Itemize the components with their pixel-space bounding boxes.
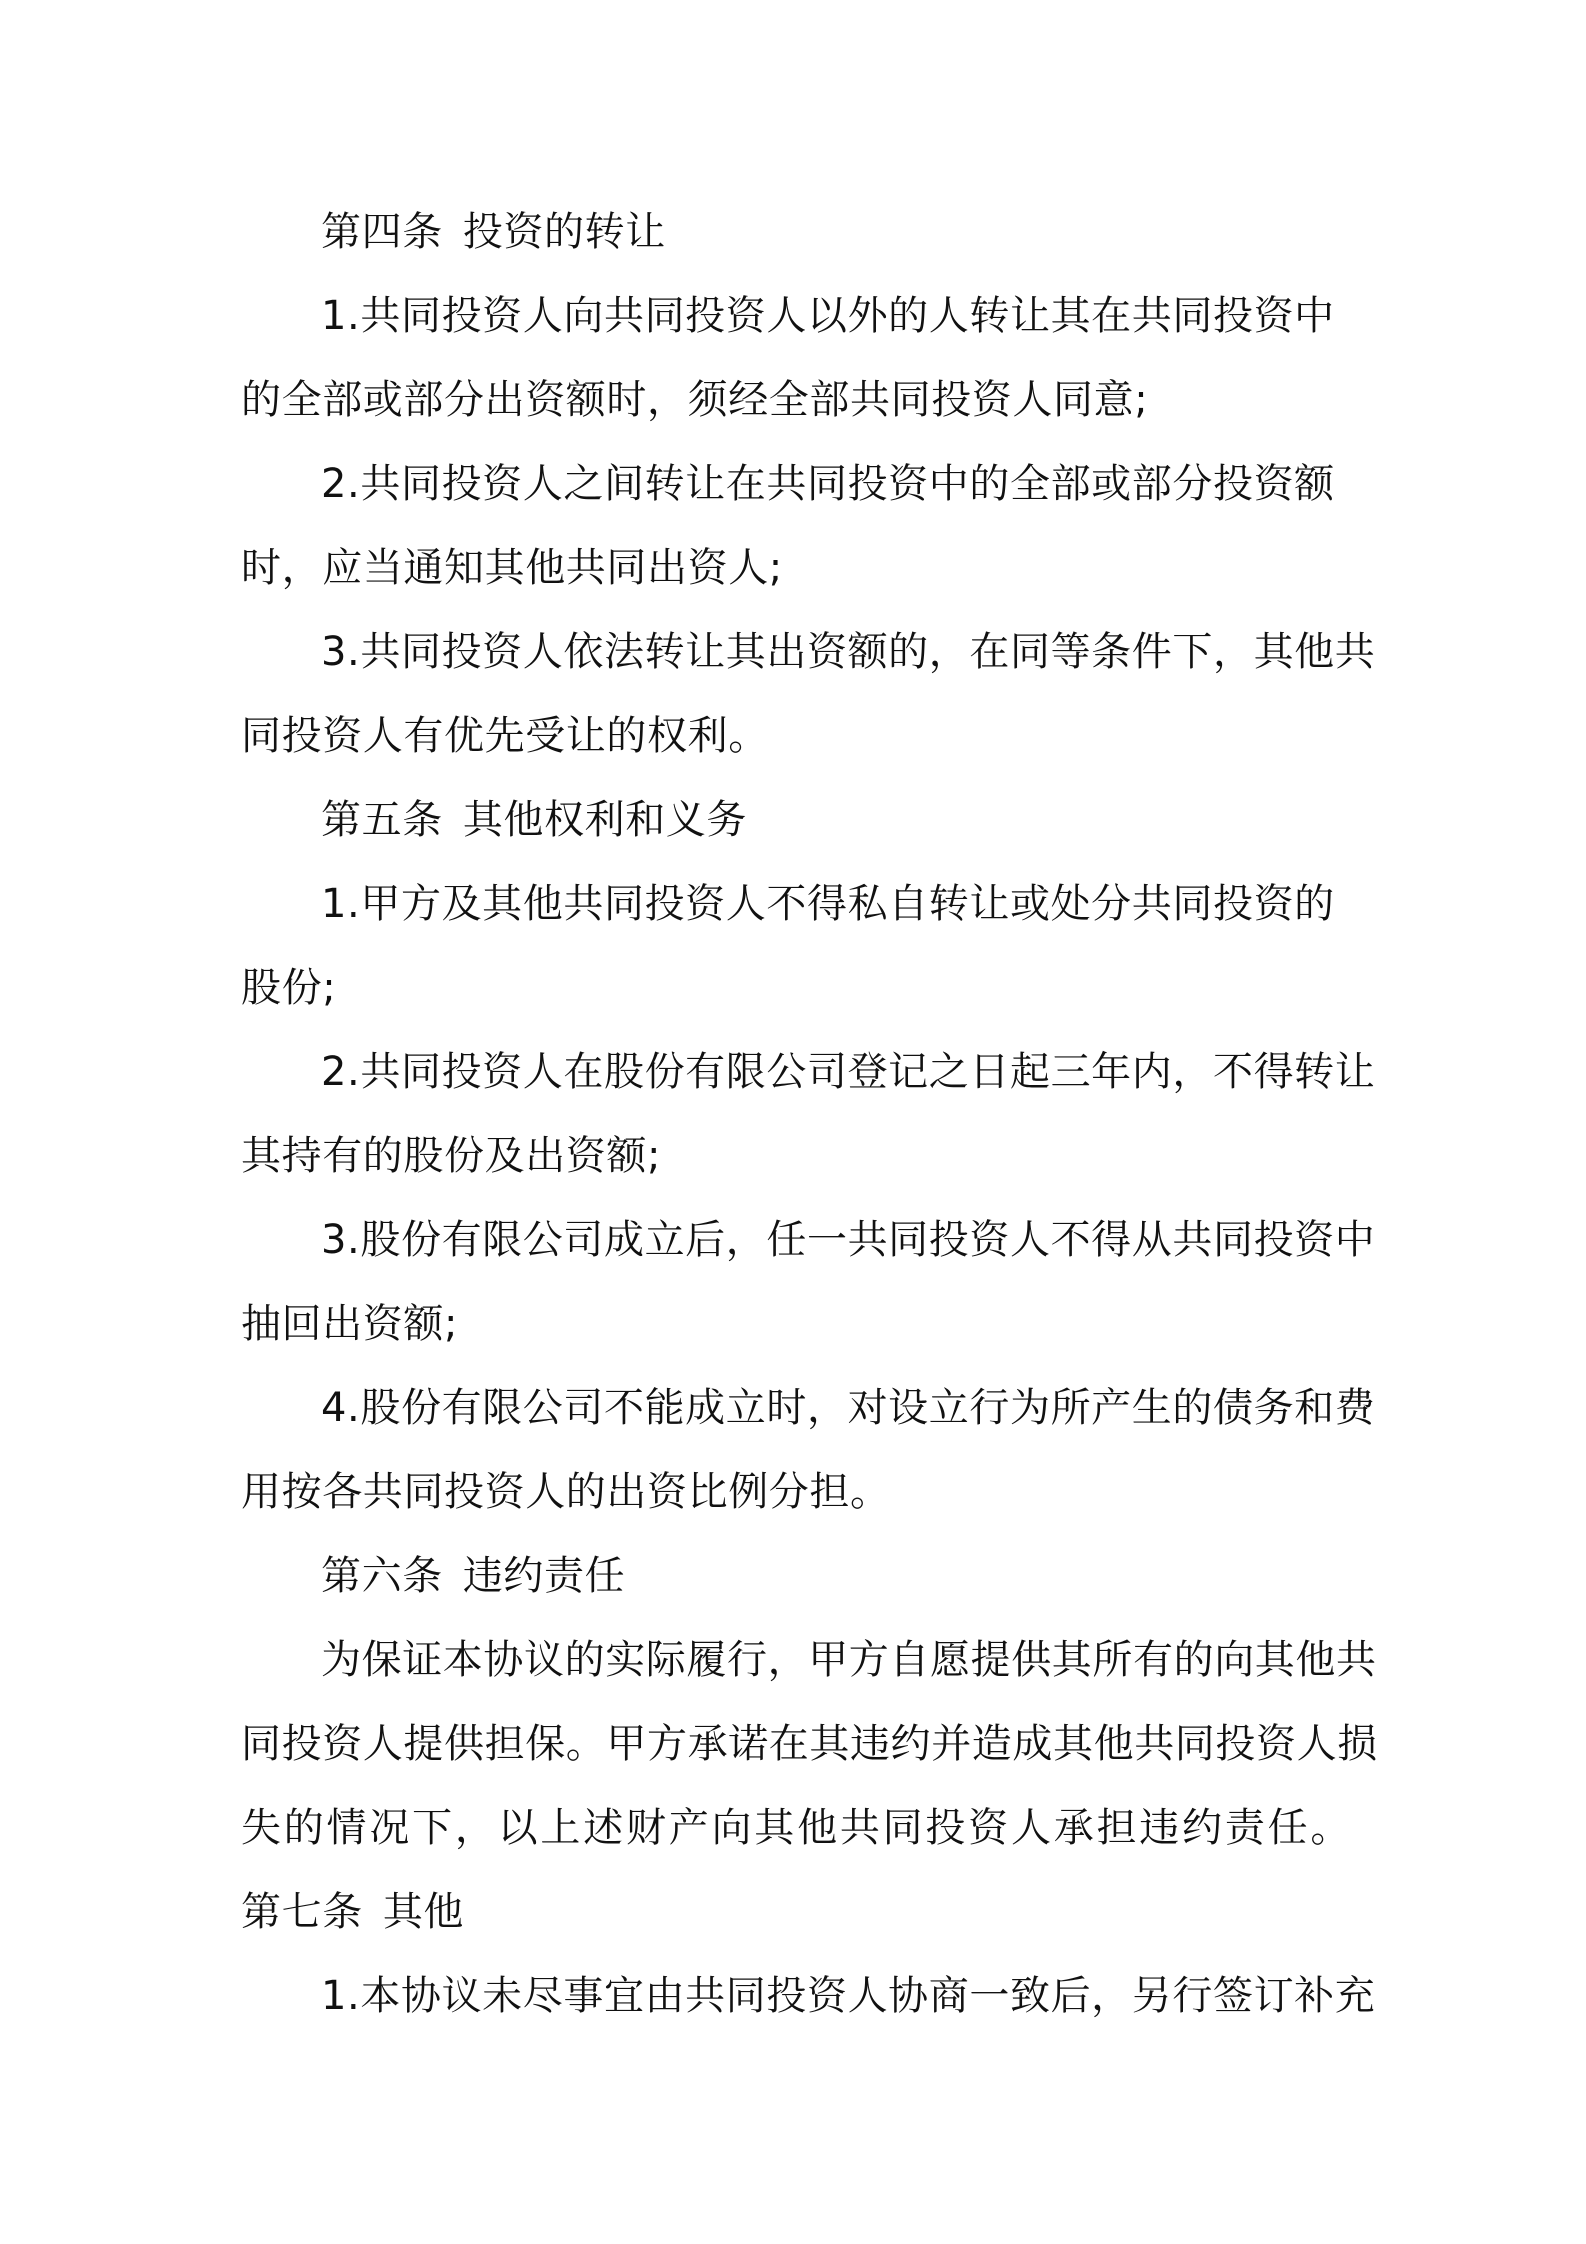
article-5-number: 第五条 (321, 797, 443, 843)
article-4-item-2-line-2: 时，应当通知其他共同出资人; (241, 545, 783, 591)
article-4-item-1-line-2: 的全部或部分出资额时，须经全部共同投资人同意; (241, 377, 1149, 423)
document-body (241, 190, 1378, 2038)
article-7-item-1-line-1: 1.本协议未尽事宜由共同投资人协商一致后，另行签订补充 (321, 1973, 1376, 2019)
article-4-item-3-line-2: 同投资人有优先受让的权利。 (241, 713, 769, 759)
article-4-item-2-line-1: 2.共同投资人之间转让在共同投资中的全部或部分投资额 (321, 461, 1335, 507)
article-5-item-3-line-2: 抽回出资额; (241, 1301, 459, 1347)
article-7-number: 第七条 (241, 1889, 363, 1935)
article-7-title: 其他 (382, 1889, 465, 1935)
article-6-title: 违约责任 (462, 1553, 626, 1599)
article-7-heading (241, 1870, 1361, 1954)
article-4-item-1-line-1: 1.共同投资人向共同投资人以外的人转让其在共同投资中 (321, 293, 1335, 339)
article-5-item-2-line-1: 2.共同投资人在股份有限公司登记之日起三年内，不得转让 (321, 1049, 1376, 1095)
article-5-item-2-line-2: 其持有的股份及出资额; (241, 1133, 662, 1179)
article-6-heading (241, 1534, 1361, 1618)
article-4-heading (241, 190, 1361, 274)
article-6-paragraph-line-2: 同投资人提供担保。甲方承诺在其违约并造成其他共同投资人损 (241, 1721, 1378, 1767)
article-4-item-3-line-1: 3.共同投资人依法转让其出资额的，在同等条件下，其他共 (321, 629, 1376, 675)
article-5-item-1-line-1: 1.甲方及其他共同投资人不得私自转让或处分共同投资的 (321, 881, 1335, 927)
article-5-item-3-line-1: 3.股份有限公司成立后，任一共同投资人不得从共同投资中 (321, 1217, 1376, 1263)
article-5-heading (241, 778, 1361, 862)
article-5-item-4-line-2: 用按各共同投资人的出资比例分担。 (241, 1469, 891, 1515)
article-6-paragraph-line-3: 失的情况下，以上述财产向其他共同投资人承担违约责任。 (241, 1805, 1351, 1851)
article-4-number: 第四条 (321, 209, 443, 255)
article-4-title: 投资的转让 (462, 209, 666, 255)
article-5-title: 其他权利和义务 (462, 797, 748, 843)
article-5-item-1-line-2: 股份; (241, 965, 337, 1011)
article-5-item-4-line-1: 4.股份有限公司不能成立时，对设立行为所产生的债务和费 (321, 1385, 1376, 1431)
article-6-number: 第六条 (321, 1553, 443, 1599)
article-6-paragraph-line-1: 为保证本协议的实际履行，甲方自愿提供其所有的向其他共 (321, 1637, 1377, 1683)
